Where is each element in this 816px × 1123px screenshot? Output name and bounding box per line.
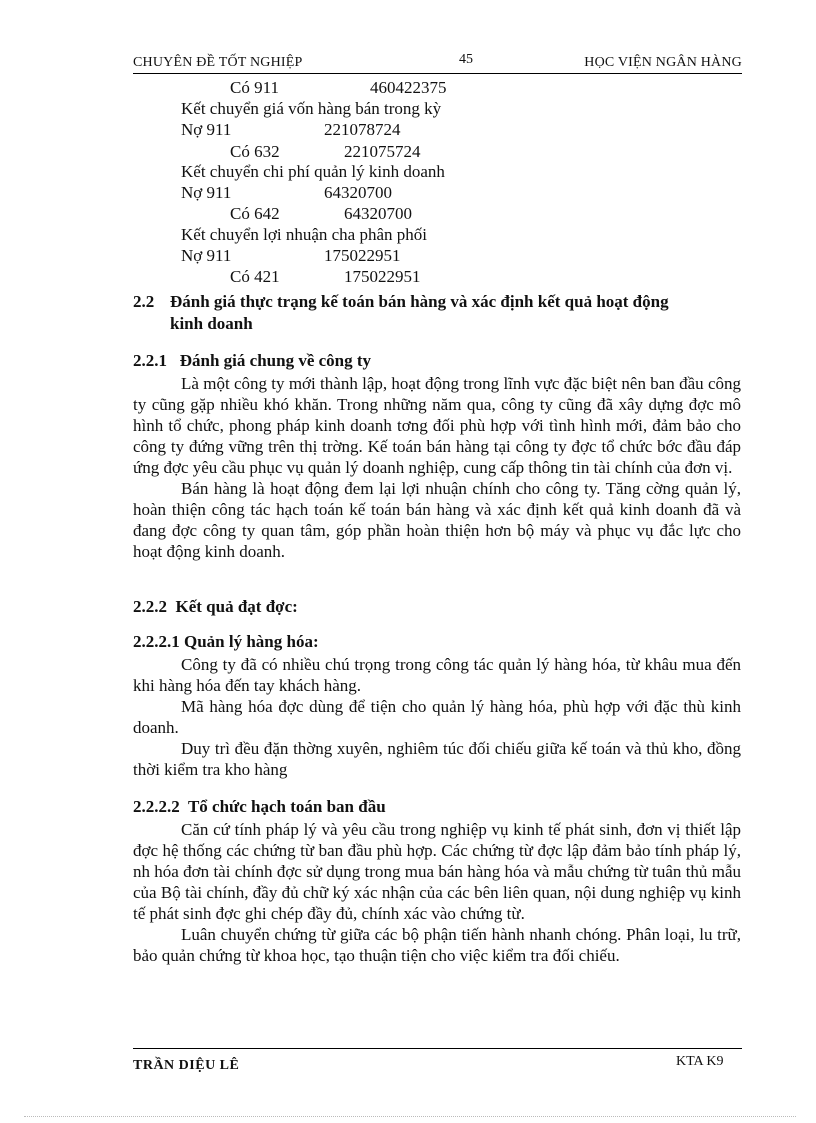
journal-description: Kết chuyển chi phí quản lý kinh doanh bbox=[181, 162, 445, 181]
entry-amount: 221075724 bbox=[344, 142, 421, 161]
body-text bbox=[133, 819, 741, 966]
entry-amount: 175022951 bbox=[324, 246, 401, 265]
paragraph: Căn cứ tính pháp lý và yêu cầu trong nghiệp vụ kinh tế phát sinh, đơn vị thiết lập đợc hệ thống các chứng từ ban đầu phù hợp. Các chứng từ đợc lập đảm bảo tính pháp lý, nh hóa đơn tài chính đợc sử dụng trong mua bán hàng hóa và mẫu chứng từ tuân thủ mẫu của Bộ tài chính, đầy đủ chữ ký xác nhận của các bên liên quan, nội dung nghiệp vụ kinh tế phát sinh đợc ghi chép đầy đủ, chính xác vào chứng từ. bbox=[133, 820, 741, 923]
entry-account: Có 642 bbox=[230, 204, 280, 223]
page-number: 45 bbox=[459, 52, 473, 67]
paragraph: Là một công ty mới thành lập, hoạt động trong lĩnh vực đặc biệt nên ban đầu công ty cũng gặp nhiều khó khăn. Trong những năm qua, công ty cũng đã xây dựng đợc mô hình tổ chức, phong pháp kinh doanh tơng đối phù hợp với tình hình mới, đảm bảo cho công ty đứng vững trên thị trờng. Kế toán bán hàng tại công ty đợc tổ chức bớc đầu đáp ứng đợc yêu cầu phục vụ quản lý doanh nghiệp, cung cấp thông tin tài chính của đơn vị. bbox=[133, 374, 741, 477]
entry-account: Nợ 911 bbox=[181, 183, 232, 202]
subsection-heading: 2.2.2.2 Tổ chức hạch toán ban đầu bbox=[133, 797, 386, 816]
paragraph: Mã hàng hóa đợc dùng để tiện cho quản lý hàng hóa, phù hợp với đặc thù kinh doanh. bbox=[133, 697, 741, 737]
entry-account: Có 632 bbox=[230, 142, 280, 161]
entry-amount: 460422375 bbox=[370, 78, 447, 97]
journal-entry bbox=[181, 182, 392, 203]
section-title-line: kinh doanh bbox=[170, 314, 253, 333]
entry-amount: 221078724 bbox=[324, 120, 401, 139]
header-left: CHUYÊN ĐỀ TỐT NGHIỆP bbox=[133, 55, 303, 70]
journal-entry bbox=[181, 245, 401, 266]
journal-entry bbox=[230, 203, 412, 224]
footer-class: KTA K9 bbox=[676, 1054, 724, 1069]
section-title-line: Đánh giá thực trạng kế toán bán hàng và xác định kết quả hoạt động bbox=[170, 292, 669, 311]
paragraph: Bán hàng là hoạt động đem lại lợi nhuận chính cho công ty. Tăng cờng quản lý, hoàn thiện công tác hạch toán kế toán bán hàng và xác định kết quả kinh doanh đã và đang đợc công ty quan tâm, góp phần hoàn thiện hơn bộ máy và phục vụ đắc lực cho hoạt động kinh doanh. bbox=[133, 479, 741, 561]
entry-amount: 64320700 bbox=[344, 204, 412, 223]
journal-description: Kết chuyển lợi nhuận cha phân phối bbox=[181, 225, 427, 244]
paragraph: Luân chuyển chứng từ giữa các bộ phận tiến hành nhanh chóng. Phân loại, lu trữ, bảo quản chứng từ khoa học, tạo thuận tiện cho việc kiểm tra đối chiếu. bbox=[133, 925, 741, 965]
subsection-heading: 2.2.2 Kết quả đạt đợc: bbox=[133, 597, 298, 616]
subsection-heading: 2.2.2.1 Quản lý hàng hóa: bbox=[133, 632, 319, 651]
subsection-heading: 2.2.1 Đánh giá chung về công ty bbox=[133, 351, 372, 370]
entry-account: Nợ 911 bbox=[181, 120, 232, 139]
section-number: 2.2 bbox=[133, 292, 155, 311]
body-text bbox=[133, 654, 741, 780]
header-right: HỌC VIỆN NGÂN HÀNG bbox=[584, 55, 742, 70]
journal-entry bbox=[230, 77, 447, 98]
page-bottom-border bbox=[24, 1116, 796, 1117]
section-title bbox=[170, 291, 750, 335]
journal-entry bbox=[181, 119, 401, 140]
entry-amount: 175022951 bbox=[344, 267, 421, 286]
entry-account: Nợ 911 bbox=[181, 246, 232, 265]
footer-rule bbox=[133, 1048, 742, 1049]
header-rule bbox=[133, 73, 742, 74]
entry-amount: 64320700 bbox=[324, 183, 392, 202]
paragraph: Công ty đã có nhiều chú trọng trong công tác quản lý hàng hóa, từ khâu mua đến khi hàng hóa đến tay khách hàng. bbox=[133, 655, 741, 695]
footer-author: TRẦN DIỆU LÊ bbox=[133, 1058, 240, 1073]
journal-entry bbox=[230, 141, 421, 162]
entry-account: Có 911 bbox=[230, 78, 279, 97]
journal-entry bbox=[230, 266, 421, 287]
entry-account: Có 421 bbox=[230, 267, 280, 286]
journal-description: Kết chuyển giá vốn hàng bán trong kỳ bbox=[181, 99, 442, 118]
page-header bbox=[133, 52, 742, 74]
paragraph: Duy trì đều đặn thờng xuyên, nghiêm túc đối chiếu giữa kế toán và thủ kho, đồng thời kiểm tra kho hàng bbox=[133, 739, 741, 779]
body-text bbox=[133, 373, 741, 562]
